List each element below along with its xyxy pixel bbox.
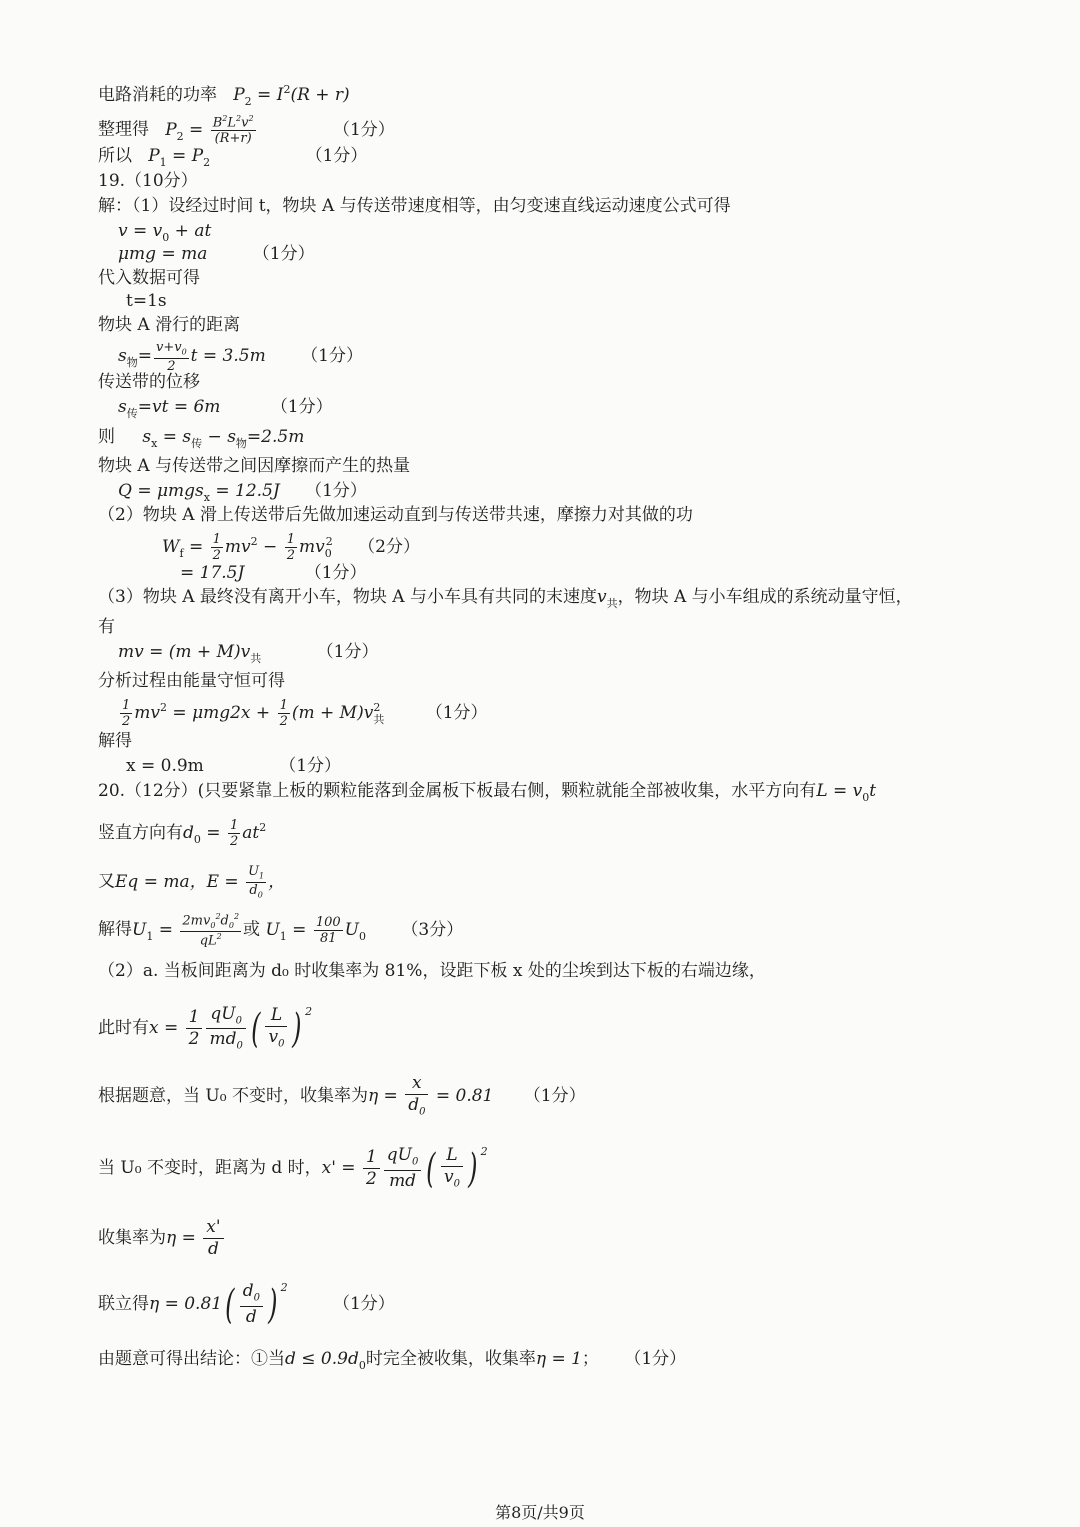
text-line: 此时有x = $\frac{1}{2}$ $\frac{qU_0}{md_0}$ ( $\frac{L}{v_0}$ ) $^2$ [98,1003,313,1052]
equation: $v = v_0$ + at [118,221,212,244]
score: （2分） [358,537,420,557]
equation: $P_2$ = $\frac{B^2L^2v^2}{(R+r)}$ [154,114,254,147]
score: （1分） [304,563,367,583]
line-label: 由题意可得出结论：①当 [98,1349,285,1369]
text-line [98,145,367,169]
line-label: 20.（12分）(只要紧靠上板的颗粒能落到金属板下板最右侧，颗粒就能全部被收集，水平方向有 [98,781,817,801]
equation: $W_f$ = $\frac{1}{2}$ $mv^2$ − $\frac{1}{2}$ $mv_0^2$ [162,532,333,563]
equation: $P_2 = I^2(R + r)$ [222,83,350,108]
line-label: 当 U₀ 不变时，距离为 d 时， [98,1158,322,1178]
text-line [126,755,341,777]
line-label: 联立得 [98,1294,149,1314]
score: （1分） [425,703,488,723]
equation: $\frac{1}{2}$ $mv^2 = \mu mg2x$ + $\frac{1}{2}$ $(m + M)v_共^2$ [122,698,385,729]
score: （1分） [301,346,363,367]
score: （1分） [332,119,395,140]
equation: μmg = ma [118,244,208,264]
score: （1分） [279,756,342,776]
equation: x = 0.9m [126,756,204,776]
line-label: 所以 [98,146,132,166]
text-line: 代入数据可得 [98,268,200,288]
text-line [118,698,488,729]
text-line: 又Eq = ma，E = $\frac{U_1}{d_0}$ ， [98,864,286,900]
text-line: 物块 A 与传送带之间因摩擦而产生的热量 [98,456,411,476]
line-label: 收集率为 [98,1228,166,1248]
line-label: 解得 [98,919,132,940]
score: （1分） [305,481,367,501]
text-line: 分析过程由能量守恒可得 [98,671,285,691]
text-line [180,562,367,584]
text-line [162,532,420,563]
text-line: 由题意可得出结论：①当$d \le 0.9d_0$时完全被收集，收集率η = 1； （1分） [98,1349,687,1372]
text-line: 解：（1）设经过时间 t，物块 A 与传送带速度相等，由匀变速直线运动速度公式可得 [98,196,731,216]
line-label: ，物块 A 与小车组成的系统动量守恒， [617,587,913,607]
text-line: 解得$U_1$ = $\frac{2mv_0^2d_0^2}{qL^2}$ 或 $U_1$ = $\frac{100}{81}$ $U_0$ （3分） [98,912,464,949]
text-line [118,480,367,504]
question-heading: 19.（10分） [98,171,198,191]
text-line [118,243,315,265]
line-label: ； [581,1349,599,1369]
score: （1分） [624,1349,687,1369]
text-line: （2）物块 A 滑上传送带后先做加速运动直到与传送带共速，摩擦力对其做的功 [98,505,693,525]
equation: $s_x = s_传 - s_物=2.5m$ [142,427,305,450]
text-line: 收集率为η = $\frac{x'}{d}$ [98,1214,226,1262]
line-label: 整理得 [98,119,149,140]
line-label: 电路消耗的功率 [98,85,217,105]
equation: Q = μmgs$_x$ = 12.5J [118,481,280,504]
text-line [118,641,378,665]
text-line: （2）a. 当板间距离为 d₀ 时收集率为 81%，设距下板 x 处的尘埃到达下板的右端边缘， [98,961,766,981]
text-line [118,396,333,420]
text-line: 有 [98,617,115,637]
text-line: （3）物块 A 最终没有离开小车，物块 A 与小车具有共同的末速度$v_共$，物块 A 与小车组成的系统动量守恒， [98,587,913,610]
score: （1分） [305,146,368,166]
score: （3分） [401,919,464,940]
equation: $s_传=vt = 6m$ [118,397,221,420]
text-line: 传送带的位移 [98,372,200,392]
text-line: 联立得η = 0.81( $\frac{d_0}{d}$ ) $^2$ （1分） [98,1281,395,1328]
equation: $P_1 = P_2$ [137,146,211,169]
line-label: 则 [98,427,115,447]
text-line: 解得 [98,731,132,751]
score: （1分） [252,244,315,264]
text-line [98,84,350,108]
equation: mv = $(m + M)v_共$ [118,642,262,665]
line-label: 时完全被收集，收集率 [365,1349,536,1369]
line-label: 此时有 [98,1018,149,1038]
equation: = 17.5J [180,563,245,583]
line-label: （3）物块 A 最终没有离开小车，物块 A 与小车具有共同的末速度 [98,587,597,607]
text-line: 根据题意，当 U₀ 不变时，收集率为η = $\frac{x}{d_0}$ = 0.81 （1分） [98,1073,586,1118]
line-label: 竖直方向有 [98,823,183,843]
text-line [98,114,395,146]
text-line: 当 U₀ 不变时，距离为 d 时，x' = $\frac{1}{2}$ $\frac{qU_0}{md}$ ( $\frac{L}{v_0}$ ) $^2$ [98,1145,488,1192]
text-line [118,340,363,374]
equation: $s_物=$ $\frac{v+v_0}{2}$ t = 3.5m [118,340,266,374]
text-line: t=1s [126,291,167,311]
score: （1分） [523,1086,586,1106]
text-line: 物块 A 滑行的距离 [98,315,241,335]
score: （1分） [316,642,379,662]
question-heading: 20.（12分）(只要紧靠上板的颗粒能落到金属板下板最右侧，颗粒就能全部被收集，水平方向有$L = v_0t$ [98,781,877,804]
page-footer: 第8页/共9页 [495,1503,585,1522]
line-label: 根据题意，当 U₀ 不变时，收集率为 [98,1086,368,1106]
line-label: 又 [98,871,115,892]
line-label: 或 [243,919,261,940]
score: （1分） [270,397,333,417]
text-line [98,426,304,450]
score: （1分） [332,1294,395,1314]
text-line: 竖直方向有$d_0$ = $\frac{1}{2}$ $at^2$ [98,818,267,849]
